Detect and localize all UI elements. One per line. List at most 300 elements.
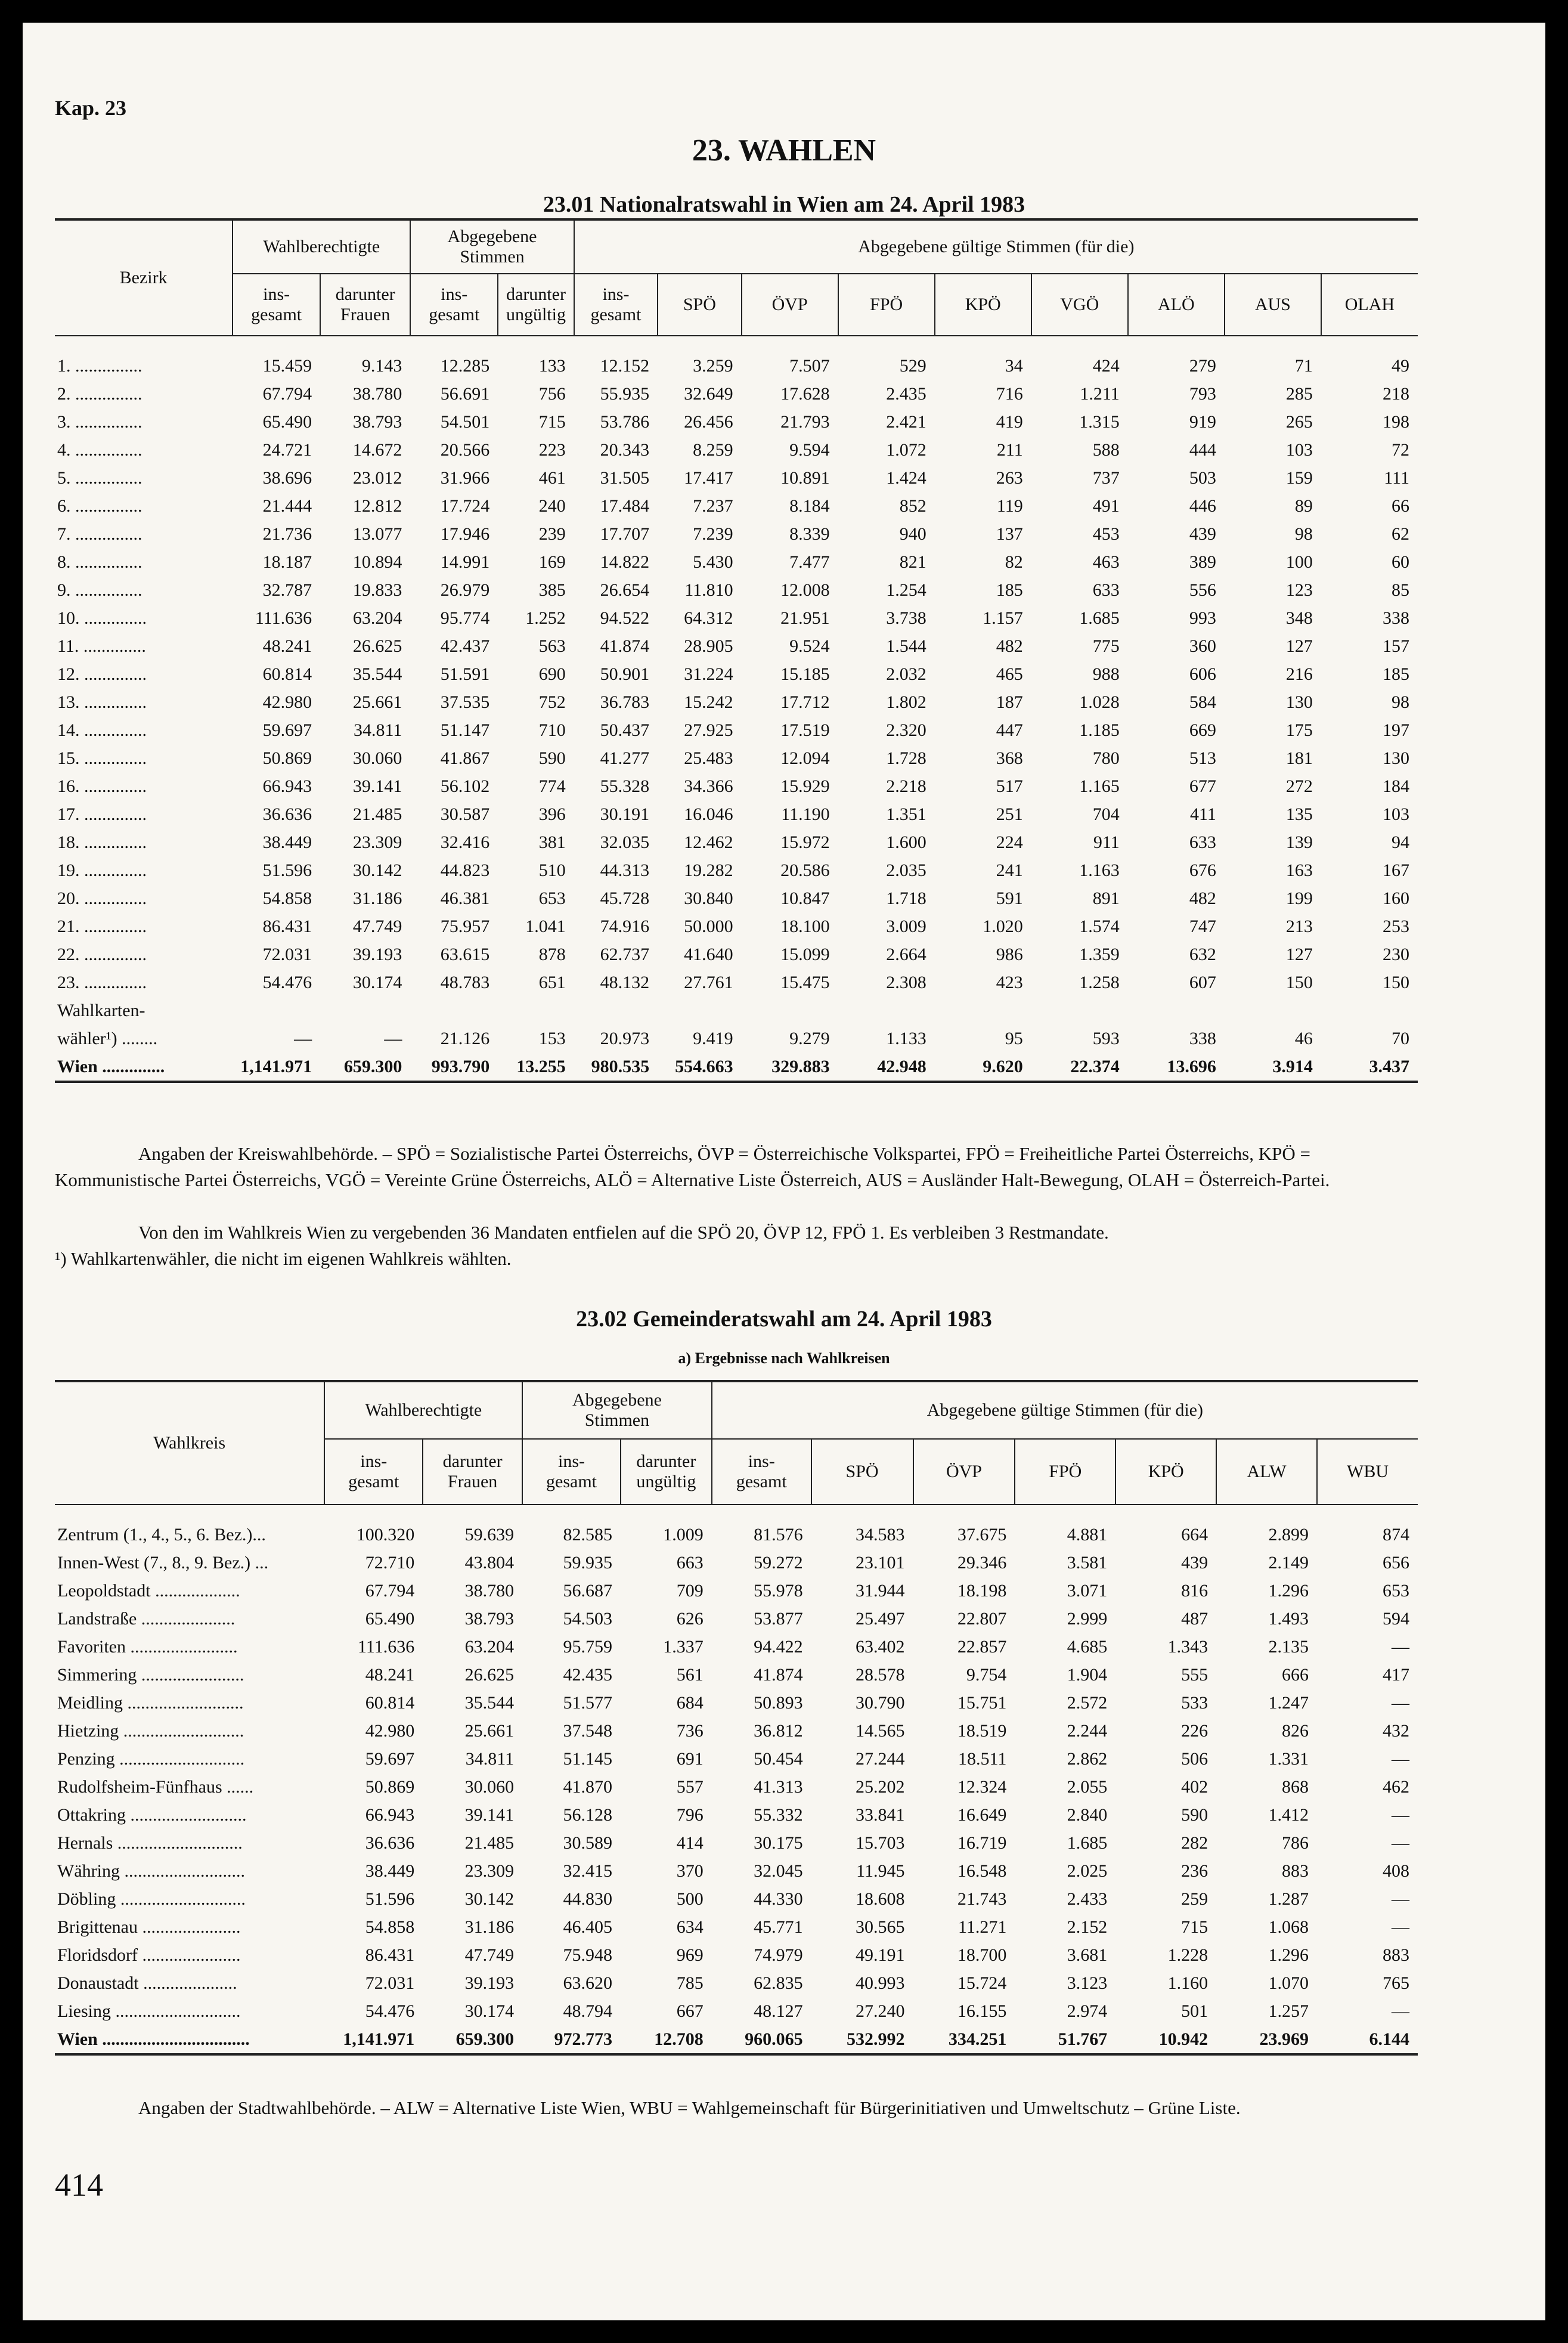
cell-value: 13.696	[1128, 1053, 1225, 1082]
cell-value: 253	[1383, 916, 1409, 936]
table-row	[55, 1633, 1418, 1661]
cell-value: 39.193	[464, 1973, 515, 1993]
cell-value: 167	[1383, 860, 1409, 880]
cell-value: 506	[1181, 1748, 1208, 1769]
col2-party-wbu: WBU	[1317, 1439, 1418, 1505]
cell-value: 43.804	[464, 1552, 515, 1573]
cell-value: 1.574	[1079, 916, 1120, 936]
cell-value: 23.101	[856, 1552, 905, 1573]
cell-value: 1.544	[886, 636, 926, 656]
cell-value: 664	[1181, 1524, 1208, 1545]
cell-value: 21.485	[464, 1833, 515, 1853]
cell-value: 53.877	[754, 1608, 803, 1629]
cell-value: 22.374	[1031, 1053, 1128, 1082]
cell-value: 1.359	[1079, 944, 1120, 964]
cell-value: 63.204	[464, 1636, 515, 1657]
cell-value: 16.719	[957, 1833, 1007, 1853]
cell-value: 432	[1383, 1720, 1409, 1741]
cell-value: 736	[676, 1720, 704, 1741]
table-row-total	[55, 2025, 1418, 2054]
cell-value: 16.155	[957, 2001, 1007, 2021]
cell-value: 1.343	[1167, 1636, 1208, 1657]
cell-value: 594	[1383, 1608, 1409, 1629]
row-label: Währing ...........................	[57, 1861, 245, 1881]
cell-value: 15.929	[780, 776, 830, 796]
col2-party-spoe: SPÖ	[811, 1439, 913, 1505]
cell-value: 181	[1285, 748, 1313, 768]
cell-value: 48.132	[600, 972, 650, 992]
cell-value: 50.869	[365, 1776, 415, 1797]
cell-value: 7.239	[693, 524, 733, 544]
cell-value: 39.141	[464, 1805, 515, 1825]
cell-value: 1.904	[1067, 1664, 1108, 1685]
cell-value: 259	[1181, 1889, 1208, 1909]
cell-value: 17.712	[780, 692, 830, 712]
cell-value: 15.242	[684, 692, 733, 712]
cell-value: 588	[1092, 439, 1120, 460]
col-party-olah: OLAH	[1321, 274, 1418, 336]
cell-value: 30.790	[856, 1692, 905, 1713]
cell-value: 15.185	[780, 664, 830, 684]
table-row	[55, 800, 1418, 828]
col-wb-insgesamt: ins- gesamt	[233, 274, 320, 336]
cell-value: 482	[1189, 888, 1216, 908]
cell-value: —	[1392, 1692, 1409, 1713]
cell-value: 1.493	[1268, 1608, 1309, 1629]
cell-value: 446	[1189, 496, 1216, 516]
row-label: 10. ..............	[57, 608, 147, 628]
cell-value: 15.972	[780, 832, 830, 852]
row-label: 14. ..............	[57, 720, 147, 740]
cell-value: 634	[676, 1917, 704, 1937]
table-row	[55, 884, 1418, 912]
row-label: Wahlkarten-	[57, 1000, 145, 1020]
table-row	[55, 1773, 1418, 1801]
cell-value: 135	[1285, 804, 1313, 824]
cell-value: 3.009	[886, 916, 926, 936]
cell-value: 360	[1189, 636, 1216, 656]
cell-value: 3.259	[693, 355, 733, 376]
cell-value: 103	[1383, 804, 1409, 824]
cell-value: 1.351	[886, 804, 926, 824]
cell-value: 2.862	[1067, 1748, 1108, 1769]
cell-value: 3.071	[1067, 1580, 1108, 1601]
cell-value: 56.687	[563, 1580, 612, 1601]
cell-value: 20.343	[600, 439, 650, 460]
cell-value: 1.028	[1079, 692, 1120, 712]
cell-value: 993	[1189, 608, 1216, 628]
cell-value: 3.581	[1067, 1552, 1108, 1573]
cell-value: 14.672	[352, 439, 402, 460]
cell-value: 9.279	[789, 1028, 830, 1048]
col-wahlberechtigte-2: Wahlberechtigte	[324, 1381, 522, 1439]
cell-value: 18.608	[856, 1889, 905, 1909]
cell-value: 54.858	[365, 1917, 415, 1937]
cell-value: 25.661	[352, 692, 402, 712]
cell-value: 127	[1285, 944, 1313, 964]
cell-value: 30.565	[856, 1917, 905, 1937]
cell-value: 21.126	[440, 1028, 490, 1048]
cell-value: 23.969	[1216, 2025, 1317, 2054]
cell-value: 50.869	[262, 748, 312, 768]
cell-value: 14.822	[600, 552, 650, 572]
cell-value: 1.252	[525, 608, 566, 628]
row-label: 1. ...............	[57, 355, 142, 376]
col2-wb-insgesamt: ins- gesamt	[324, 1439, 423, 1505]
cell-value: 414	[676, 1833, 704, 1853]
cell-value: 17.707	[600, 524, 650, 544]
cell-value: 444	[1189, 439, 1216, 460]
cell-value: 13.255	[498, 1053, 574, 1082]
cell-value: 1.041	[525, 916, 566, 936]
cell-value: 31.505	[600, 468, 650, 488]
cell-value: 175	[1285, 720, 1313, 740]
cell-value: 37.548	[563, 1720, 612, 1741]
cell-value: 439	[1181, 1552, 1208, 1573]
cell-value: —	[294, 1028, 312, 1048]
cell-value: 23.012	[352, 468, 402, 488]
cell-value: 25.661	[464, 1720, 515, 1741]
cell-value: 348	[1285, 608, 1313, 628]
cell-value: 1.412	[1268, 1805, 1309, 1825]
cell-value: 36.783	[600, 692, 650, 712]
cell-value: 31.224	[684, 664, 733, 684]
cell-value: 30.060	[352, 748, 402, 768]
cell-value: 389	[1189, 552, 1216, 572]
cell-value: 716	[996, 383, 1023, 404]
cell-value: 1.254	[886, 580, 926, 600]
table1-note-mandates: Von den im Wahlkreis Wien zu vergebenden 36 Mandaten entfielen auf die SPÖ 20, ÖVP 12, FPÖ 1. Es verbleiben 3 Restmandate.	[138, 1222, 1109, 1243]
col2-gs-insgesamt: ins- gesamt	[712, 1439, 811, 1505]
cell-value: 8.339	[789, 524, 830, 544]
cell-value: 95.774	[440, 608, 490, 628]
cell-value: 36.812	[754, 1720, 803, 1741]
cell-value: 62.737	[600, 944, 650, 964]
cell-value: 18.187	[262, 552, 312, 572]
cell-value: 38.449	[365, 1861, 415, 1881]
table-row	[55, 1857, 1418, 1885]
cell-value: 1.163	[1079, 860, 1120, 880]
cell-value: 663	[676, 1552, 704, 1573]
cell-value: 169	[538, 552, 566, 572]
cell-value: 1.685	[1067, 1833, 1108, 1853]
cell-value: 285	[1285, 383, 1313, 404]
col-party-vgoe: VGÖ	[1031, 274, 1128, 336]
cell-value: 32.787	[262, 580, 312, 600]
cell-value: 29.346	[957, 1552, 1007, 1573]
row-label: 16. ..............	[57, 776, 147, 796]
cell-value: 20.586	[780, 860, 830, 880]
cell-value: 960.065	[712, 2025, 811, 2054]
cell-value: 44.823	[440, 860, 490, 880]
cell-value: 21.793	[780, 411, 830, 432]
cell-value: 26.979	[440, 580, 490, 600]
cell-value: 12.708	[621, 2025, 712, 2054]
cell-value: 67.794	[262, 383, 312, 404]
cell-value: 709	[676, 1580, 704, 1601]
cell-value: 370	[676, 1861, 704, 1881]
cell-value: 66	[1392, 496, 1409, 516]
cell-value: 30.060	[464, 1776, 515, 1797]
row-label: Favoriten ........................	[57, 1636, 238, 1657]
cell-value: 40.993	[856, 1973, 905, 1993]
cell-value: 54.503	[563, 1608, 612, 1629]
cell-value: 606	[1189, 664, 1216, 684]
col2-wb-frauen: darunter Frauen	[423, 1439, 522, 1505]
table-row	[55, 1801, 1418, 1829]
cell-value: 653	[1383, 1580, 1409, 1601]
cell-value: 163	[1285, 860, 1313, 880]
cell-value: 51.591	[440, 664, 490, 684]
cell-value: 651	[538, 972, 566, 992]
cell-value: 3.914	[1225, 1053, 1321, 1082]
cell-value: —	[1392, 1833, 1409, 1853]
cell-value: 35.544	[464, 1692, 515, 1713]
table-row	[55, 828, 1418, 856]
cell-value: 919	[1189, 411, 1216, 432]
cell-value: 874	[1383, 1524, 1409, 1545]
row-label: 22. ..............	[57, 944, 147, 964]
cell-value: 44.830	[563, 1889, 612, 1909]
cell-value: 98	[1392, 692, 1409, 712]
cell-value: 2.135	[1268, 1636, 1309, 1657]
cell-value: 46.381	[440, 888, 490, 908]
cell-value: 557	[676, 1776, 704, 1797]
cell-value: 338	[1383, 608, 1409, 628]
cell-value: 62	[1392, 524, 1409, 544]
cell-value: 710	[538, 720, 566, 740]
table-row	[55, 1913, 1418, 1941]
cell-value: 55.332	[754, 1805, 803, 1825]
cell-value: 563	[538, 636, 566, 656]
cell-value: 752	[538, 692, 566, 712]
cell-value: 28.578	[856, 1664, 905, 1685]
cell-value: 11.945	[856, 1861, 905, 1881]
table-row	[55, 1745, 1418, 1773]
cell-value: 1.424	[886, 468, 926, 488]
cell-value: 64.312	[684, 608, 733, 628]
cell-value: 41.874	[754, 1664, 803, 1685]
table-row	[55, 744, 1418, 772]
cell-value: 100.320	[356, 1524, 415, 1545]
cell-value: 501	[1181, 2001, 1208, 2021]
cell-value: 419	[996, 411, 1023, 432]
cell-value: 447	[996, 720, 1023, 740]
cell-value: 1.009	[663, 1524, 704, 1545]
cell-value: 223	[538, 439, 566, 460]
cell-value: 883	[1282, 1861, 1309, 1881]
cell-value: 20.566	[440, 439, 490, 460]
table-row	[55, 1717, 1418, 1745]
cell-value: 3.437	[1321, 1053, 1418, 1082]
cell-value: 86.431	[262, 916, 312, 936]
cell-value: 49.191	[856, 1945, 905, 1965]
col-party-kpoe: KPÖ	[935, 274, 1031, 336]
cell-value: 63.402	[856, 1636, 905, 1657]
cell-value: 27.925	[684, 720, 733, 740]
cell-value: 82	[1005, 552, 1023, 572]
cell-value: 2.320	[886, 720, 926, 740]
cell-value: 30.174	[464, 2001, 515, 2021]
cell-value: 130	[1285, 692, 1313, 712]
cell-value: 32.035	[600, 832, 650, 852]
cell-value: 7.237	[693, 496, 733, 516]
table-row	[55, 464, 1418, 492]
cell-value: 150	[1285, 972, 1313, 992]
cell-value: —	[384, 1028, 402, 1048]
cell-value: 54.476	[262, 972, 312, 992]
cell-value: 411	[1189, 804, 1216, 824]
cell-value: 38.793	[464, 1608, 515, 1629]
table-row	[55, 408, 1418, 436]
cell-value: 669	[1189, 720, 1216, 740]
cell-value: —	[1392, 2001, 1409, 2021]
cell-value: 2.899	[1268, 1524, 1309, 1545]
cell-value: 26.654	[600, 580, 650, 600]
cell-value: 503	[1189, 468, 1216, 488]
cell-value: 676	[1189, 860, 1216, 880]
cell-value: 111	[1384, 468, 1409, 488]
cell-value: 85	[1392, 580, 1409, 600]
cell-value: 36.636	[262, 804, 312, 824]
table2	[55, 1380, 1418, 2056]
cell-value: 14.991	[440, 552, 490, 572]
cell-value: 7.477	[789, 552, 830, 572]
cell-value: 737	[1092, 468, 1120, 488]
cell-value: 50.454	[754, 1748, 803, 1769]
cell-value: —	[1392, 1748, 1409, 1769]
cell-value: 1.287	[1268, 1889, 1309, 1909]
cell-value: 1.072	[886, 439, 926, 460]
cell-value: 30.142	[464, 1889, 515, 1909]
cell-value: 10.942	[1115, 2025, 1216, 2054]
cell-value: 72.031	[262, 944, 312, 964]
col-party-aus: AUS	[1225, 274, 1321, 336]
cell-value: 25.497	[856, 1608, 905, 1629]
row-label: 18. ..............	[57, 832, 147, 852]
cell-value: 487	[1181, 1608, 1208, 1629]
cell-value: 715	[538, 411, 566, 432]
cell-value: 198	[1383, 411, 1409, 432]
row-label: 8. ...............	[57, 552, 142, 572]
cell-value: 593	[1092, 1028, 1120, 1048]
cell-value: 12.324	[957, 1776, 1007, 1797]
cell-value: 7.507	[789, 355, 830, 376]
row-label: Hernals ............................	[57, 1833, 243, 1853]
cell-value: 59.697	[262, 720, 312, 740]
cell-value: 423	[996, 972, 1023, 992]
cell-value: 972.773	[522, 2025, 621, 2054]
cell-value: 20.973	[600, 1028, 650, 1048]
cell-value: 111.636	[255, 608, 312, 628]
cell-value: 590	[538, 748, 566, 768]
cell-value: 15.751	[957, 1692, 1007, 1713]
col-gueltige-stimmen: Abgegebene gültige Stimmen (für die)	[574, 219, 1418, 274]
table1	[55, 218, 1418, 1083]
cell-value: 1.331	[1268, 1748, 1309, 1769]
table1-note-abbreviations: Angaben der Kreiswahlbehörde. – SPÖ = Sozialistische Partei Österreichs, ÖVP = Österreichische Volkspartei, FPÖ = Freiheitliche Partei Österreichs, KPÖ = Kommunistische Partei Österreichs, VGÖ = Vereinte Grüne Österreichs, ALÖ = Alternative Liste Österreich, AUS = Ausländer Halt-Bewegung, OLAH = Österreich-Partei.	[55, 1143, 1330, 1190]
cell-value: 153	[538, 1028, 566, 1048]
row-label: 20. ..............	[57, 888, 147, 908]
cell-value: 15.099	[780, 944, 830, 964]
table-row	[55, 1969, 1418, 1997]
cell-value: 14.565	[856, 1720, 905, 1741]
cell-value: 95	[1005, 1028, 1023, 1048]
cell-value: 31.186	[464, 1917, 515, 1937]
cell-value: 263	[996, 468, 1023, 488]
cell-value: 816	[1181, 1580, 1208, 1601]
cell-value: 21.485	[352, 804, 402, 824]
cell-value: 785	[676, 1973, 704, 1993]
cell-value: 38.780	[464, 1580, 515, 1601]
cell-value: 510	[538, 860, 566, 880]
table-row	[55, 492, 1418, 520]
cell-value: 532.992	[811, 2025, 913, 2054]
cell-value: 1.070	[1268, 1973, 1309, 1993]
cell-value: 796	[676, 1805, 704, 1825]
row-label: Hietzing ...........................	[57, 1720, 244, 1741]
cell-value: 213	[1285, 916, 1313, 936]
table-row	[55, 716, 1418, 744]
cell-value: 21.444	[262, 496, 312, 516]
cell-value: 30.142	[352, 860, 402, 880]
cell-value: 51.596	[262, 860, 312, 880]
cell-value: 3.738	[886, 608, 926, 628]
cell-value: 453	[1092, 524, 1120, 544]
cell-value: 39.141	[352, 776, 402, 796]
cell-value: 23.309	[464, 1861, 515, 1881]
cell-value: 241	[996, 860, 1023, 880]
cell-value: 37.675	[957, 1524, 1007, 1545]
cell-value: 980.535	[574, 1053, 658, 1082]
cell-value: 6.144	[1317, 2025, 1418, 2054]
cell-value: 42.435	[563, 1664, 612, 1685]
cell-value: 34.811	[353, 720, 402, 740]
cell-value: 986	[996, 944, 1023, 964]
row-label: Landstraße .....................	[57, 1608, 235, 1629]
cell-value: 51.596	[365, 1889, 415, 1909]
cell-value: 826	[1282, 1720, 1309, 1741]
row-label: Rudolfsheim-Fünfhaus ......	[57, 1776, 254, 1797]
cell-value: 3.681	[1067, 1945, 1108, 1965]
table-row	[55, 660, 1418, 688]
row-label: 6. ...............	[57, 496, 142, 516]
cell-value: 230	[1383, 944, 1409, 964]
cell-value: 32.649	[684, 383, 733, 404]
table-row	[55, 336, 1418, 380]
cell-value: 199	[1285, 888, 1313, 908]
table2-header-row-1	[55, 1381, 1418, 1439]
cell-value: 123	[1285, 580, 1313, 600]
cell-value: 197	[1383, 720, 1409, 740]
cell-value: 150	[1383, 972, 1409, 992]
table-row	[55, 1605, 1418, 1633]
cell-value: 86.431	[365, 1945, 415, 1965]
cell-value: 51.577	[563, 1692, 612, 1713]
cell-value: 17.946	[440, 524, 490, 544]
cell-value: 48.127	[754, 2001, 803, 2021]
cell-value: 34.366	[684, 776, 733, 796]
cell-value: 1.068	[1268, 1917, 1309, 1937]
cell-value: 38.449	[262, 832, 312, 852]
cell-value: 185	[1383, 664, 1409, 684]
cell-value: 878	[538, 944, 566, 964]
cell-value: 74.979	[754, 1945, 803, 1965]
cell-value: 60.814	[365, 1692, 415, 1713]
row-label: Wien .................................	[55, 2025, 324, 2054]
cell-value: 27.761	[684, 972, 733, 992]
row-label: 15. ..............	[57, 748, 147, 768]
